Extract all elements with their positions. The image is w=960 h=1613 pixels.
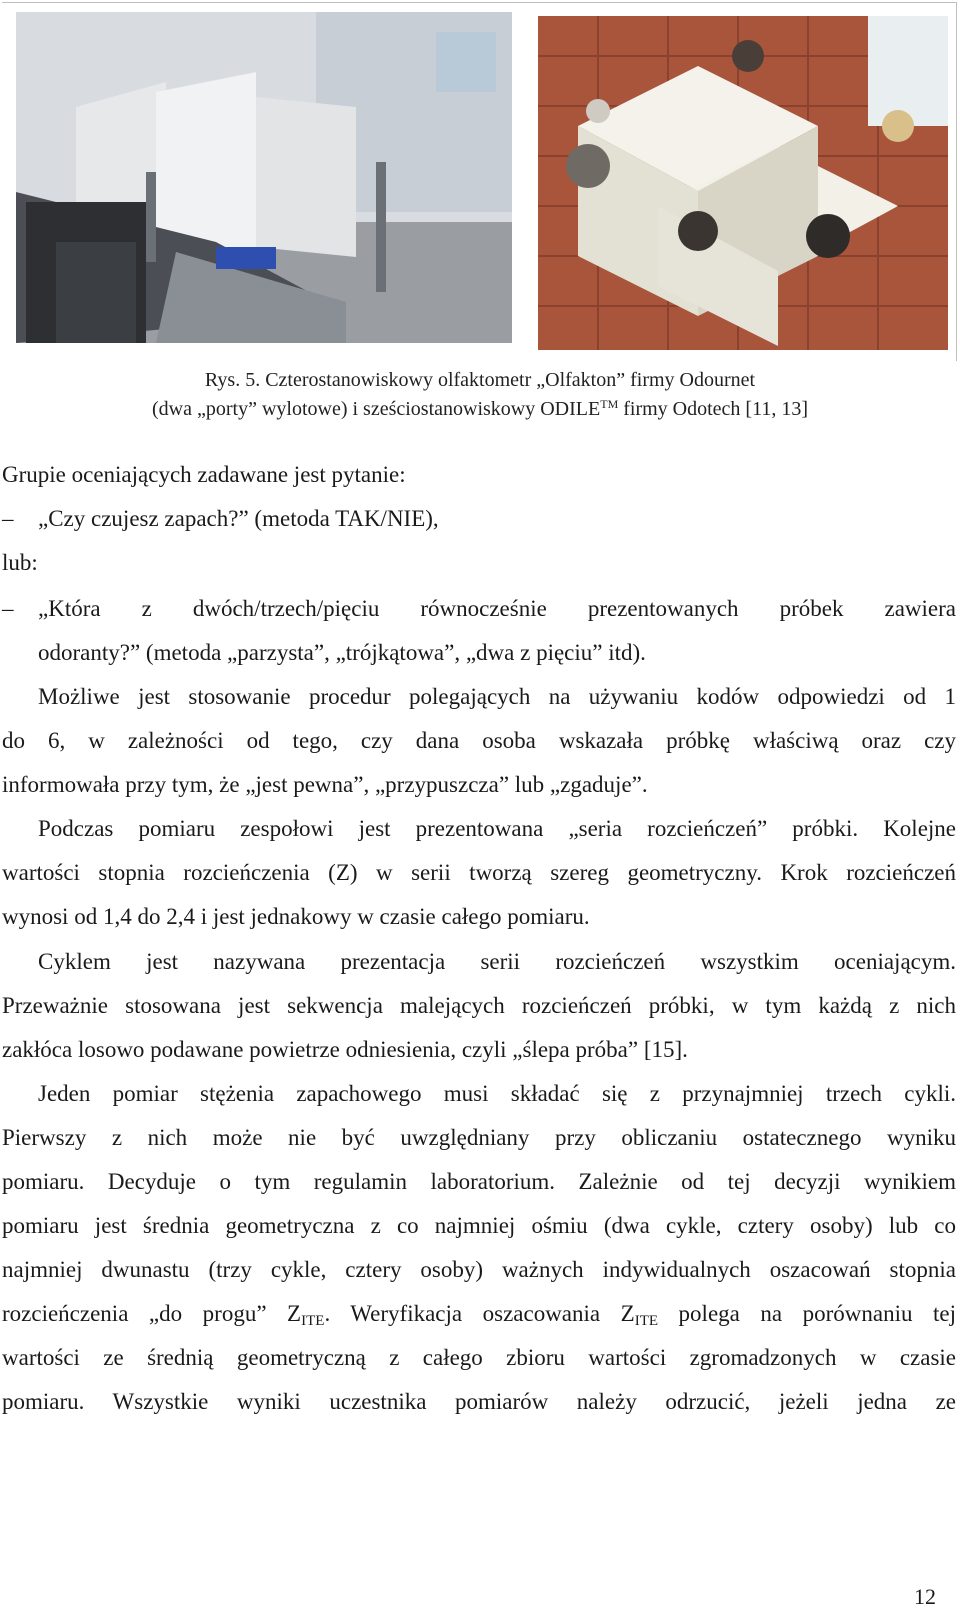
list-item-comparison-line-2: odoranty?” (metoda „parzysta”, „trójkątowa”, „dwa z pięciu” itd). bbox=[38, 640, 646, 665]
paragraph-line: Możliwe jest stosowanie procedur polegających na używaniu kodów odpowiedzi od 1 bbox=[38, 684, 956, 709]
paragraph-line: Przeważnie stosowana jest sekwencja malejących rozcieńczeń próbki, w tym każdą z nich bbox=[2, 993, 956, 1018]
figure-caption-line-1: Rys. 5. Czterostanowiskowy olfaktometr „Olfakton” firmy Odournet bbox=[204, 369, 756, 391]
list-item-comparison-line-1: „Która z dwóch/trzech/pięciu równocześnie prezentowanych próbek zawiera bbox=[38, 596, 956, 621]
text-segment: . Weryfikacja oszacowania Z bbox=[324, 1301, 635, 1326]
trademark-superscript: TM bbox=[600, 397, 619, 411]
text-segment: rozcieńczenia „do progu” Z bbox=[2, 1301, 302, 1326]
paragraph-line: wynosi od 1,4 do 2,4 i jest jednakowy w czasie całego pomiaru. bbox=[2, 904, 590, 929]
paragraph-line: Cyklem jest nazywana prezentacja serii rozcieńczeń wszystkim oceniającym. bbox=[38, 949, 956, 974]
subscript-ite: ITE bbox=[634, 1313, 659, 1329]
figure-caption-line-2 bbox=[0, 392, 960, 421]
olfactometer-photo-odile bbox=[538, 16, 948, 350]
paragraph-line: pomiaru. Decyduje o tym regulamin laboratorium. Zależnie od tej decyzji wynikiem bbox=[2, 1169, 956, 1194]
paragraph-line: pomiaru jest średnia geometryczna z co najmniej ośmiu (dwa cykle, cztery osoby) lub co bbox=[2, 1213, 956, 1238]
text-segment: polega na porównaniu tej bbox=[658, 1301, 957, 1326]
paragraph-line bbox=[2, 1298, 956, 1337]
paragraph-line: wartości stopnia rozcieńczenia (Z) w serii tworzą szereg geometryczny. Krok rozcieńczeń bbox=[2, 860, 956, 885]
paragraph-line: Jeden pomiar stężenia zapachowego musi składać się z przynajmniej trzech cykli. bbox=[38, 1081, 956, 1106]
paragraph-line: Pierwszy z nich może nie być uwzględniany przy obliczaniu ostatecznego wyniku bbox=[2, 1125, 956, 1150]
paragraph-line: Podczas pomiaru zespołowi jest prezentowana „seria rozcieńczeń” próbki. Kolejne bbox=[38, 816, 956, 841]
paragraph-line: najmniej dwunastu (trzy cykle, cztery osoby) ważnych indywidualnych oszacowań stopnia bbox=[2, 1257, 956, 1282]
paragraph-line: informowała przy tym, że „jest pewna”, „przypuszcza” lub „zgaduje”. bbox=[2, 772, 648, 797]
list-dash: – bbox=[2, 596, 14, 621]
list-item-yes-no: „Czy czujesz zapach?” (metoda TAK/NIE), bbox=[38, 506, 439, 531]
paragraph-line: do 6, w zależności od tego, czy dana osoba wskazała próbkę właściwą oraz czy bbox=[2, 728, 956, 753]
subscript-ite: ITE bbox=[301, 1313, 325, 1329]
paragraph-line: wartości ze średnią geometryczną z całego zbioru wartości zgromadzonych w czasie bbox=[2, 1345, 956, 1370]
figure bbox=[0, 0, 958, 362]
page-number: 12 bbox=[914, 1584, 936, 1609]
olfactometer-photo-olfakton bbox=[16, 12, 512, 343]
intro-sentence: Grupie oceniających zadawane jest pytanie: bbox=[2, 462, 406, 487]
or-word: lub: bbox=[2, 550, 38, 575]
caption-text-a: (dwa „porty” wylotowe) i sześciostanowiskowy ODILE bbox=[152, 398, 601, 420]
caption-text-b: firmy Odotech [11, 13] bbox=[618, 398, 808, 420]
list-dash: – bbox=[2, 506, 14, 531]
paragraph-line: zakłóca losowo podawane powietrze odniesienia, czyli „ślepa próba” [15]. bbox=[2, 1037, 688, 1062]
paragraph-line: pomiaru. Wszystkie wyniki uczestnika pomiarów należy odrzucić, jeżeli jedna ze bbox=[2, 1389, 956, 1414]
